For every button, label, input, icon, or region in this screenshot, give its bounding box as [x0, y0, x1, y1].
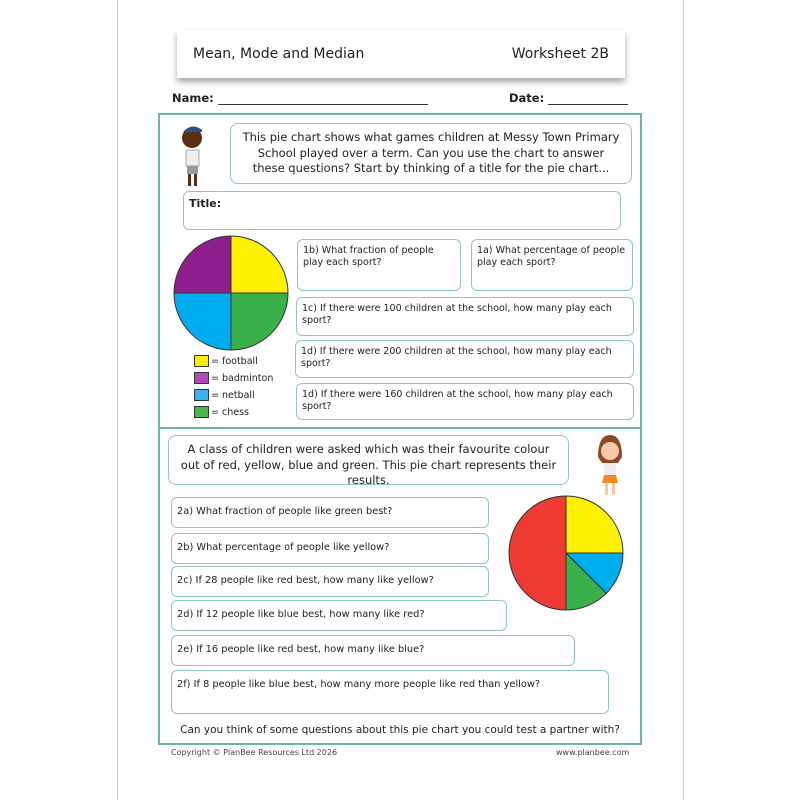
worksheet-title: Mean, Mode and Median [193, 46, 365, 62]
legend-swatch [194, 406, 209, 418]
colour-pie-chart [507, 494, 625, 612]
worksheet-header [177, 30, 625, 78]
question-2b[interactable]: 2b) What percentage of people like yellow? [171, 533, 489, 564]
legend-label: = netball [211, 389, 255, 401]
title-label: Title: [189, 197, 222, 210]
question-1d-second[interactable]: 1d) If there were 160 children at the school, how many play each sport? [296, 383, 634, 420]
question-1a[interactable]: 1a) What percentage of people play each sport? [471, 239, 633, 291]
boy-character-icon [178, 122, 208, 188]
date-field[interactable] [509, 91, 628, 105]
name-label: Name: [172, 91, 214, 105]
section-divider [158, 427, 642, 429]
legend-item [194, 406, 249, 418]
pie-title-field[interactable] [183, 191, 621, 230]
legend-swatch [194, 355, 209, 367]
question-2c[interactable]: 2c) If 28 people like red best, how many like yellow? [171, 566, 489, 597]
closing-prompt: Can you think of some questions about this pie chart you could test a partner with? [180, 724, 620, 736]
legend-item [194, 389, 255, 401]
intro-speech-bubble-2: A class of children were asked which was their favourite colour out of red, yellow, blue and green. This pie chart represents their results. [168, 435, 569, 485]
pie-slice-red [509, 496, 566, 610]
legend-swatch [194, 389, 209, 401]
legend-label: = football [211, 355, 258, 367]
name-field[interactable] [172, 91, 428, 105]
legend-item [194, 372, 273, 384]
pie-slice-badminton [174, 236, 231, 293]
girl-character-icon [594, 433, 626, 499]
pie-slice-football [231, 236, 288, 293]
question-1b[interactable]: 1b) What fraction of people play each sport? [297, 239, 461, 291]
date-label: Date: [509, 91, 545, 105]
legend-swatch [194, 372, 209, 384]
question-1d[interactable]: 1d) If there were 200 children at the school, how many play each sport? [295, 340, 634, 378]
legend-label: = chess [211, 406, 249, 418]
question-2a[interactable]: 2a) What fraction of people like green best? [171, 497, 489, 528]
pie-slice-chess [231, 293, 288, 350]
legend-label: = badminton [211, 372, 274, 384]
sports-pie-chart [172, 234, 290, 352]
question-2e[interactable]: 2e) If 16 people like red best, how many like blue? [171, 635, 575, 666]
worksheet-number: Worksheet 2B [511, 46, 609, 62]
intro-speech-bubble-1: This pie chart shows what games children at Messy Town Primary School played over a term. Can you use the chart to answer these questions? Start by thinking of a title for the pie chart... [230, 123, 632, 184]
question-1c[interactable]: 1c) If there were 100 children at the school, how many play each sport? [296, 297, 634, 336]
pie-slice-yellow [566, 496, 623, 553]
website-link[interactable]: www.planbee.com [556, 748, 630, 757]
legend-item [194, 355, 258, 367]
question-2f[interactable]: 2f) If 8 people like blue best, how many more people like red than yellow? [171, 670, 609, 714]
question-2d[interactable]: 2d) If 12 people like blue best, how many like red? [171, 600, 507, 631]
pie-slice-netball [174, 293, 231, 350]
copyright-text: Copyright © PlanBee Resources Ltd 2026 [171, 748, 338, 757]
